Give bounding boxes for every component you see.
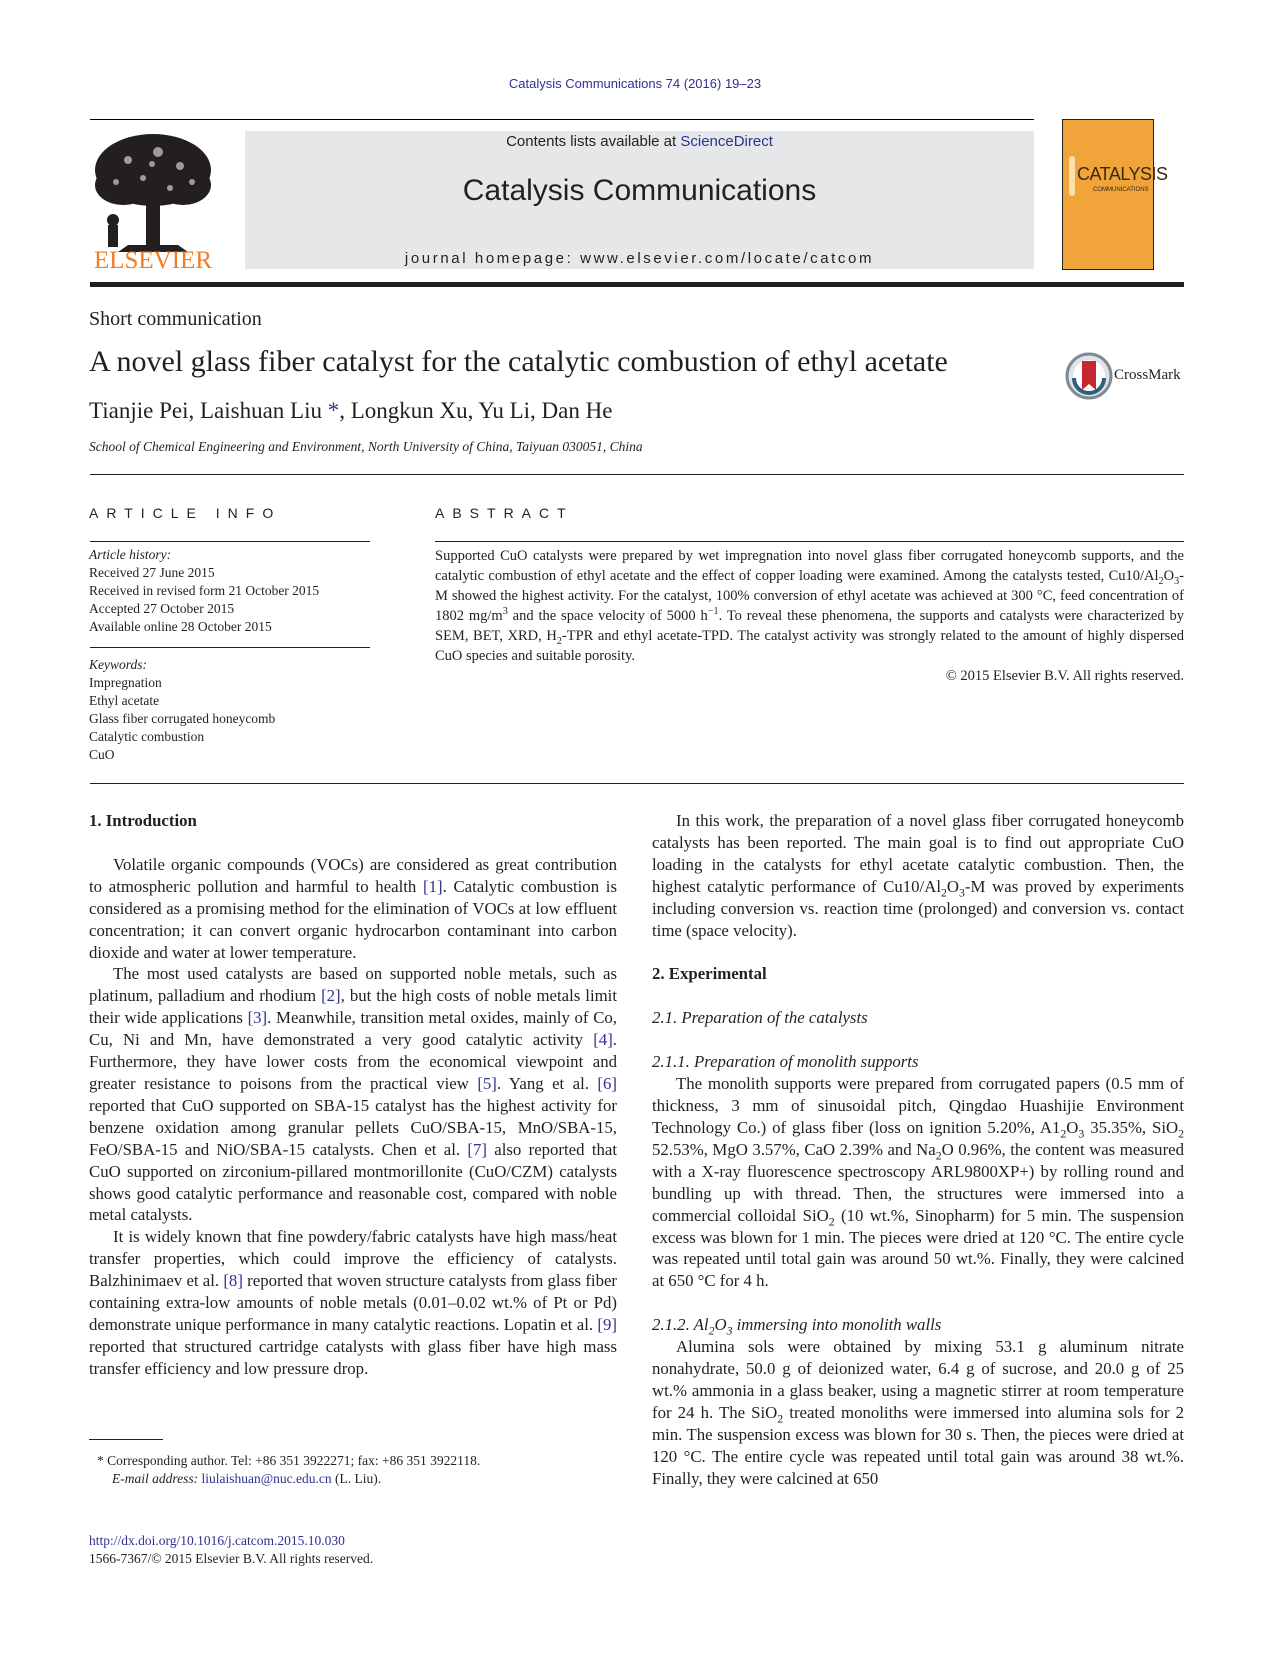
body-paragraph: Alumina sols were obtained by mixing 53.1 g aluminum nitrate nonahydrate, 50.0 g of deionized water, 6.4 g of sucrose, and 20.0 g of 25 wt.% ammonia in a glass beaker, using a magnetic stirrer at room temperature for 24 h. The SiO$_2$ treated monoliths were immersed into alumina sols for 2 min. The suspension excess was blown for 30 s. Then, the pieces were dried at 120 °C. The entire cycle was repeated until total gain was around 38 wt.%. Finally, they were calcined at 650 <box>652 1337 1184 1488</box>
crossmark-label[interactable]: CrossMark <box>1114 367 1181 383</box>
journal-name: Catalysis Communications <box>462 174 817 207</box>
doi-block <box>89 1532 373 1568</box>
body-paragraph: The most used catalysts are based on supported noble metals, such as platinum, palladium and rhodium [2], but the high costs of noble metals limit their wide applications [3]. Meanwhile, transition metal oxides, mainly of Co, Cu, Ni and Mn, have demonstrated a very good catalytic activity [4]. Furthermore, they have lower costs from the economical viewpoint and greater resistance to poisons from the practical view [5]. Yang et al. [6] reported that CuO supported on SBA-15 catalyst has the highest activity for benzene oxidation among granular pellets CuO/SBA-15, MnO/SBA-15, FeO/SBA-15 and NiO/SBA-15 catalysts. Chen et al. [7] also reported that CuO supported on zirconium-pillared montmorillonite (CuO/CZM) catalysts shows good catalytic performance and reasonable cost, compared with noble metal catalysts. <box>89 964 617 1225</box>
body-paragraph: In this work, the preparation of a novel glass fiber corrugated honeycomb catalysts has been reported. The main goal is to find out appropriate CuO loading in the catalysts for ethyl acetate catalytic combustion. Then, the highest catalytic performance of $Cu10/Al_2O_3-M$ was proved by experiments including conversion vs. reaction time (prolonged) and conversion vs. contact time (space velocity). <box>652 811 1184 940</box>
cover-title: CATALYSIS <box>1077 164 1168 184</box>
section-heading: 1. Introduction <box>89 811 197 830</box>
body-column-left <box>89 810 617 1380</box>
keyword: CuO <box>89 747 115 762</box>
author-list <box>89 398 612 424</box>
body-paragraph: Volatile organic compounds (VOCs) are considered as great contribution to atmospheric pollution and harmful to health [1]. Catalytic combustion is considered as a promising method for the elimination of VOCs at low effluent concentration; it can convert organic hydrocarbon contaminant into carbon dioxide and water at lower temperature. <box>89 854 617 962</box>
reference-link[interactable]: [5] <box>477 1073 497 1093</box>
authors-after: , Longkun Xu, Yu Li, Dan He <box>339 398 613 423</box>
history-item: Accepted 27 October 2015 <box>89 601 235 616</box>
keywords-label: Keywords: <box>89 657 147 672</box>
divider <box>90 474 1184 475</box>
reference-link[interactable]: [9] <box>597 1314 617 1334</box>
cover-subtitle: COMMUNICATIONS <box>1093 187 1149 193</box>
corresponding-author-mark[interactable]: * <box>327 398 340 423</box>
history-label: Article history: <box>89 547 172 562</box>
keyword: Catalytic combustion <box>89 729 205 744</box>
subsection-heading: 2.1. Preparation of the catalysts <box>652 1008 868 1028</box>
doi-link[interactable]: http://dx.doi.org/10.1016/j.catcom.2015.10.030 <box>89 1533 345 1548</box>
divider <box>435 541 1184 542</box>
keywords <box>89 656 374 764</box>
footnote-mark: * <box>97 1453 108 1468</box>
divider <box>90 647 370 648</box>
reference-link[interactable]: [1] <box>423 876 443 896</box>
journal-citation[interactable]: Catalysis Communications 74 (2016) 19–23 <box>508 76 762 91</box>
abstract-copyright: © 2015 Elsevier B.V. All rights reserved. <box>945 668 1184 684</box>
reference-link[interactable]: [3] <box>247 1008 268 1028</box>
affiliation: School of Chemical Engineering and Environment, North University of China, Taiyuan 030051, China <box>89 439 643 454</box>
reference-link[interactable]: [2] <box>321 986 341 1006</box>
abstract-paragraph: Supported CuO catalysts were prepared by wet impregnation into novel glass fiber corrugated honeycomb supports, and the catalytic combustion of ethyl acetate and the effect of copper loading were examined. Among the catalysts tested, $Cu10/Al_2O_3-M$ showed the highest activity. For the catalyst, 100% conversion of ethyl acetate was achieved at 300 °C, feed concentration of 1802 $mg/m^3$ and the space velocity of 5000 $h^{-1}$. To reveal these phenomena, the supports and catalysts were characterized by SEM, BET, XRD, $H_2$-TPR and ethyl acetate-TPD. The catalyst activity was strongly related to the amount of highly dispersed CuO species and suitable porosity. <box>435 548 1184 664</box>
journal-homepage[interactable]: journal homepage: www.elsevier.com/locate/catcom <box>404 250 875 267</box>
issn-line: 1566-7367/© 2015 Elsevier B.V. All rights reserved. <box>89 1551 374 1566</box>
elsevier-wordmark: ELSEVIER <box>93 247 213 274</box>
footnote-rule <box>89 1439 163 1440</box>
article-type: Short communication <box>89 308 262 330</box>
email-label: E-mail address: <box>112 1471 199 1486</box>
header-thick-rule <box>90 282 1184 287</box>
history-item: Available online 28 October 2015 <box>89 619 272 634</box>
body-paragraph: The monolith supports were prepared from corrugated papers (0.5 mm of thickness, 3 mm of sinusoidal pitch, Qingdao Huashijie Environment Technology Co.) of glass fiber (loss on ignition 5.20%, $A1_2O_3$ 35.35%, SiO$_2$ 52.53%, MgO 3.57%, CaO 2.39% and $Na_2O$ 0.96%, the content was measured with a X-ray fluorescence spectroscopy ARL9800XP+) by rolling round and bundling up with thread. Then, the structures were immersed into a commercial colloidal SiO$_2$ (10 wt.%, Sinopharm) for 5 min. The suspension excess was blown for 1 min. The pieces were dried at 120 °C. The entire cycle was repeated until total gain was around 50 wt.%. Finally, they were calcined at 650 °C for 4 h. <box>652 1074 1185 1291</box>
body-paragraph: It is widely known that fine powdery/fabric catalysts have high mass/heat transfer properties, which could improve the efficiency of catalysts. Balzhinimaev et al. [8] reported that woven structure catalysts from glass fiber containing extra-low amounts of noble metals (0.01–0.02 wt.% of Pt or Pd) demonstrate unique performance in many catalytic reactions. Lopatin et al. [9] reported that structured cartridge catalysts with glass fiber have high mass transfer efficiency and low pressure drop. <box>89 1227 618 1378</box>
reference-link[interactable]: [7] <box>467 1139 487 1159</box>
authors-before: Tianjie Pei, Laishuan Liu <box>89 398 328 423</box>
contents-line <box>245 133 1034 150</box>
subsubsection-heading: 2.1.2. $Al_2O_3$ immersing into monolith walls <box>652 1315 942 1338</box>
crossmark-icon[interactable] <box>1065 352 1113 400</box>
top-rule <box>90 119 1034 120</box>
sciencedirect-link[interactable]: ScienceDirect <box>680 133 773 150</box>
reference-link[interactable]: [8] <box>223 1271 243 1291</box>
keyword: Ethyl acetate <box>89 693 160 708</box>
reference-link[interactable]: [6] <box>597 1073 617 1093</box>
divider <box>90 541 370 542</box>
keyword: Glass fiber corrugated honeycomb <box>89 711 276 726</box>
article-title: A novel glass fiber catalyst for the catalytic combustion of ethyl acetate <box>89 345 948 378</box>
subsubsection-heading: 2.1.1. Preparation of monolith supports <box>652 1052 919 1072</box>
history-item: Received 27 June 2015 <box>89 565 215 580</box>
article-info-heading: ARTICLE INFO <box>89 505 282 521</box>
footnote <box>97 1452 617 1488</box>
journal-cover-thumbnail[interactable] <box>1062 119 1168 270</box>
corresponding-author-note <box>97 1452 617 1470</box>
article-history <box>89 546 374 636</box>
email-suffix: (L. Liu). <box>331 1471 382 1486</box>
section-heading: 2. Experimental <box>652 964 767 984</box>
body-column-right <box>652 810 1184 1489</box>
abstract-heading: ABSTRACT <box>435 505 574 521</box>
corresponding-text: Corresponding author. Tel: +86 351 3922271; fax: +86 351 3922118. <box>107 1453 481 1468</box>
reference-link[interactable]: [4] <box>593 1030 613 1050</box>
contents-prefix: Contents lists available at <box>506 133 681 150</box>
cover-accent <box>1069 156 1075 196</box>
history-item: Received in revised form 21 October 2015 <box>89 583 320 598</box>
keyword: Impregnation <box>89 675 162 690</box>
email-link[interactable]: liulaishuan@nuc.edu.cn <box>201 1471 332 1486</box>
divider <box>90 783 1184 784</box>
abstract-body <box>435 546 1184 686</box>
email-line <box>97 1470 617 1488</box>
